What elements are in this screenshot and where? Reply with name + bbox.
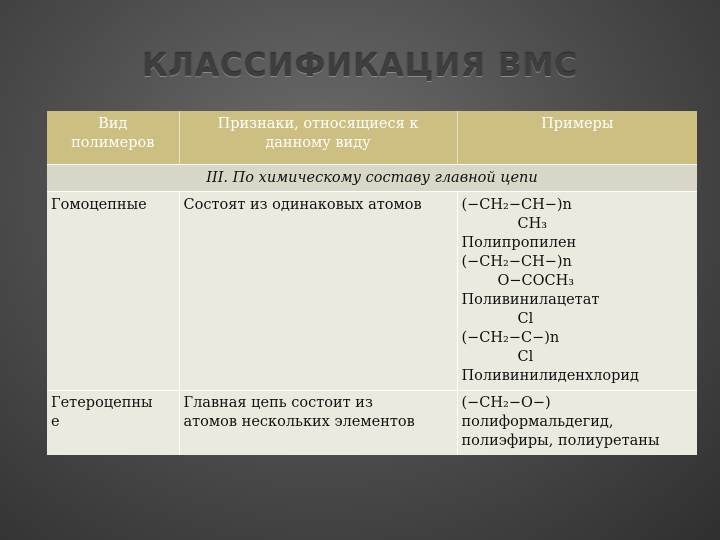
header-type-line1: Вид xyxy=(98,116,128,132)
header-features xyxy=(179,111,457,165)
classification-table xyxy=(47,111,697,455)
row-type-line2: е xyxy=(51,414,60,430)
table-row xyxy=(47,391,697,456)
row-features-line2: атомов нескольких элементов xyxy=(183,414,415,430)
formula-line: (−CH₂−O−) xyxy=(461,395,551,411)
row-features xyxy=(179,391,457,456)
row-type: Гомоцепные xyxy=(47,192,179,391)
row-features-line1: Главная цепь состоит из xyxy=(183,395,373,411)
section-row xyxy=(47,165,697,192)
header-type-line2: полимеров xyxy=(71,135,155,151)
formula-substituent: Cl xyxy=(517,349,534,365)
row-type-line1: Гетероцепны xyxy=(51,395,153,411)
polymer-name: полиформальдегид, xyxy=(461,414,614,430)
formula-line: (−CH₂−C−)n xyxy=(461,330,560,346)
header-features-line1: Признаки, относящиеся к xyxy=(217,116,419,132)
formula-line: (−CH₂−CH−)n xyxy=(461,197,572,213)
header-type xyxy=(47,111,179,165)
polymer-name: полиэфиры, полиуретаны xyxy=(461,433,660,449)
polymer-name: Полипропилен xyxy=(461,235,577,251)
row-examples xyxy=(457,391,697,456)
formula-substituent: O−COCH₃ xyxy=(497,273,575,289)
section-title: III. По химическому составу главной цепи xyxy=(47,165,697,192)
header-features-line2: данному виду xyxy=(265,135,371,151)
row-type xyxy=(47,391,179,456)
polymer-name: Поливинилацетат xyxy=(461,292,600,308)
slide-title: КЛАССИФИКАЦИЯ ВМС xyxy=(141,48,579,84)
polymer-name: Поливинилиденхлорид xyxy=(461,368,639,384)
formula-substituent: Cl xyxy=(517,311,534,327)
row-examples xyxy=(457,192,697,391)
header-examples: Примеры xyxy=(457,111,697,165)
table-row xyxy=(47,192,697,391)
row-features: Состоят из одинаковых атомов xyxy=(179,192,457,391)
formula-line: (−CH₂−CH−)n xyxy=(461,254,572,270)
table-header-row xyxy=(47,111,697,165)
formula-substituent: CH₃ xyxy=(517,216,548,232)
